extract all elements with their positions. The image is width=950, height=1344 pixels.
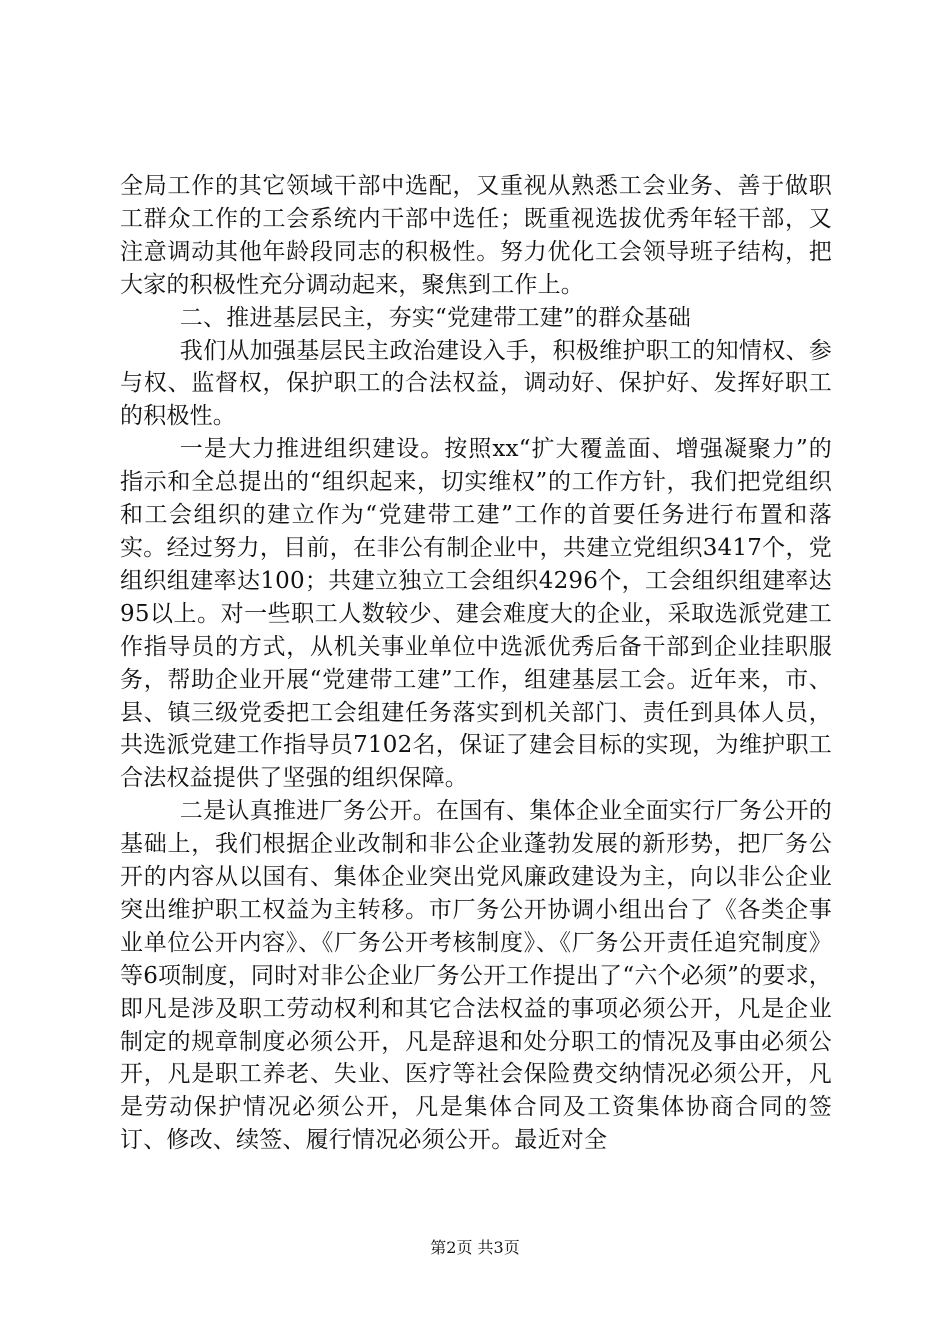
page-footer: 第2页 共3页 bbox=[430, 1238, 520, 1257]
section-heading: 二、推进基层民主，夯实“党建带工建”的群众基础 bbox=[179, 304, 691, 331]
paragraph-continuation: 全局工作的其它领域干部中选配，又重视从熟悉工会业务、善于做职工群众工作的工会系统内干部中选任；既重视选拔优秀年轻干部，又注意调动其他年龄段同志的积极性。努力优化工会领导班子结构，把大家的积极性充分调动起来，聚焦到工作上。 bbox=[120, 173, 832, 298]
paragraph-organization: 一是大力推进组织建设。按照xx“扩大覆盖面、增强凝聚力”的指示和全总提出的“组织起来，切实维权”的工作方针，我们把党组织和工会组织的建立作为“党建带工建”工作的首要任务进行布置和落实。经过努力，目前，在非公有制企业中，共建立党组织3417个，党组织组建率达100；共建立独立工会组织4296个，工会组织组建率达95以上。对一些职工人数较少、建会难度大的企业，采取选派党建工作指导员的方式，从机关事业单位中选派优秀后备干部到企业挂职服务，帮助企业开展“党建带工建”工作，组建基层工会。近年来，市、县、镇三级党委把工会组建任务落实到机关部门、责任到具体人员，共选派党建工作指导员7102名，保证了建会目标的实现，为维护职工合法权益提供了坚强的组织保障。 bbox=[120, 436, 832, 792]
paragraph-factory-affairs: 二是认真推进厂务公开。在国有、集体企业全面实行厂务公开的基础上，我们根据企业改制和非公企业蓬勃发展的新形势，把厂务公开的内容从以国有、集体企业突出党风廉政建设为主，向以非公企业突出维护职工权益为主转移。市厂务公开协调小组出台了《各类企事业单位公开内容》、《厂务公开考核制度》、《厂务公开责任追究制度》等6项制度，同时对非公企业厂务公开工作提出了“六个必须”的要求，即凡是涉及职工劳动权利和其它合法权益的事项必须公开，凡是企业制定的规章制度必须公开，凡是辞退和处分职工的情况及事由必须公开，凡是职工养老、失业、医疗等社会保险费交纳情况必须公开，凡是劳动保护情况必须公开，凡是集体合同及工资集体协商合同的签订、修改、续签、履行情况必须公开。最近对全 bbox=[120, 798, 832, 1154]
document-body bbox=[120, 170, 832, 1157]
paragraph-intro: 我们从加强基层民主政治建设入手，积极维护职工的知情权、参与权、监督权，保护职工的合法权益，调动好、保护好、发挥好职工的积极性。 bbox=[120, 337, 832, 430]
